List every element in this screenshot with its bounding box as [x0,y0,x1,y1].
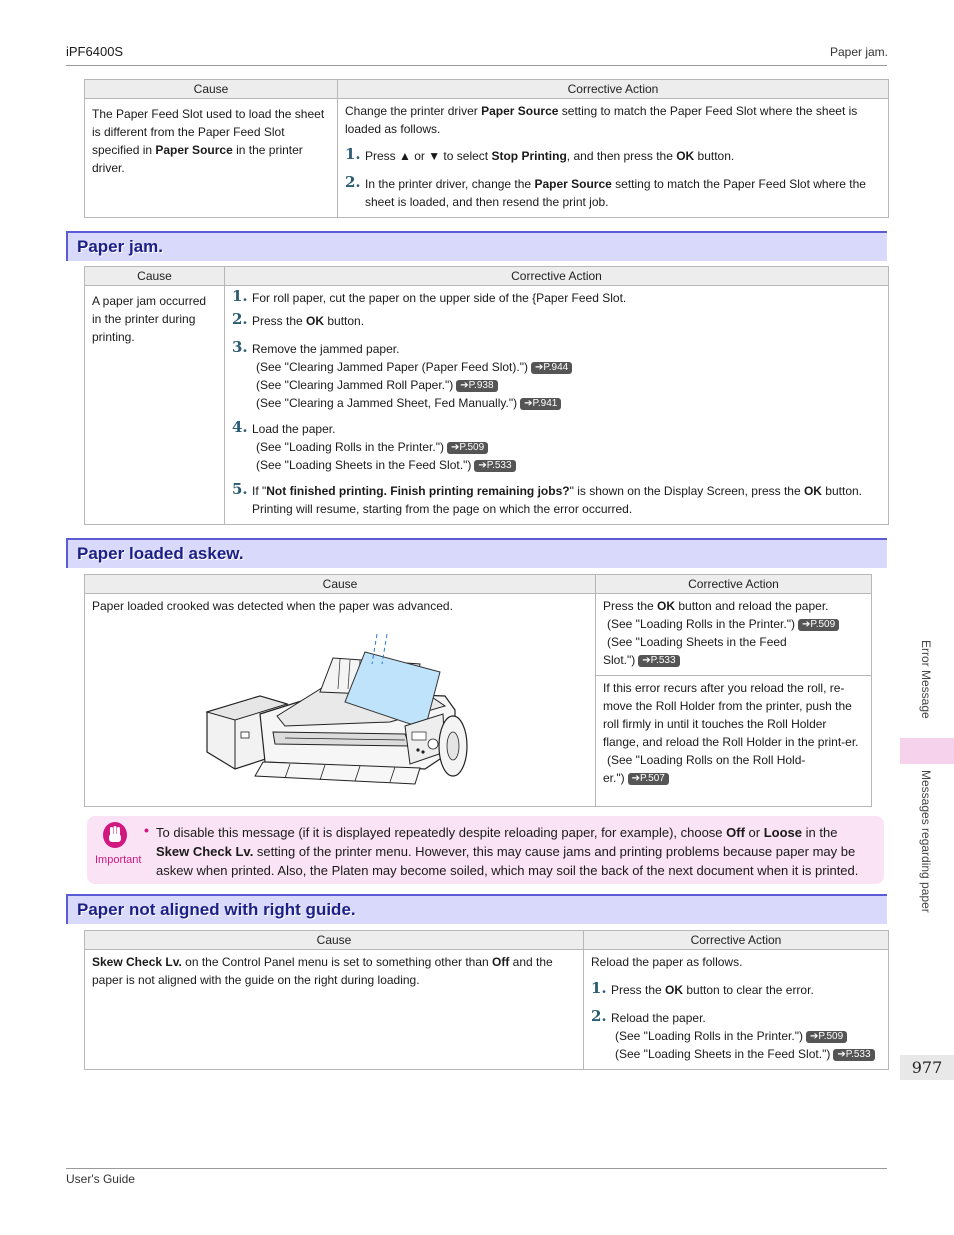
col-header-cause: Cause [85,931,584,950]
step-1: 1. Press the OK button to clear the error. [591,979,814,997]
page-ref-link[interactable]: ➔P.509 [798,619,839,631]
table-right-guide [84,930,889,1070]
step-5: 5. If "Not finished printing. Finish printing remaining jobs?" is shown on the Display Screen, press the OK button. Printing will resume, starting from the page on which the error occurred. [232,480,862,516]
step-2: 2. In the printer driver, change the Paper Source setting to match the Paper Feed Slot where the sheet is loaded, and then resend the print job. [345,173,866,209]
footer-divider [66,1168,887,1169]
important-label: Important [95,854,142,866]
page-ref-link[interactable]: ➔P.938 [456,380,497,392]
ref-line: (See "Clearing a Jammed Sheet, Fed Manually.") ➔P.941 [252,394,881,412]
ref-line: (See "Loading Rolls in the Printer.") ➔P.509 [603,615,864,633]
table-paper-jam [84,266,889,525]
page-ref-link[interactable]: ➔P.533 [474,460,515,472]
cause-cell: The Paper Feed Slot used to load the sheet is different from the Paper Feed Slot specified in Paper Source in the printer driver. [85,99,338,218]
important-note [87,816,884,884]
important-text: To disable this message (if it is displayed repeatedly despite reloading paper, for example), choose Off or Loose in the Skew Check Lv. setting of the printer menu. However, this may cause jams and printing problems because paper may be askew when printed. Also, the Platen may become soiled, which may soil the back of the next document when it is printed. [156,825,859,878]
action-cell [225,286,889,525]
header-model: iPF6400S [66,44,124,59]
table-paper-source [84,79,889,218]
important-hand-icon [103,822,127,848]
col-header-cause: Cause [85,575,596,594]
ref-line: (See "Loading Rolls in the Printer.") ➔P.509 [611,1027,881,1045]
page-number: 977 [900,1055,954,1080]
ref-line: (See "Clearing Jammed Paper (Paper Feed Slot).") ➔P.944 [252,358,881,376]
action-cell [338,99,889,218]
page-ref-link[interactable]: ➔P.533 [638,655,679,667]
page-ref-link[interactable]: ➔P.533 [833,1049,874,1061]
cause-cell: Skew Check Lv. on the Control Panel menu is set to something other than Off and the paper is not aligned with the guide on the right during loading. [85,950,584,1070]
ref-line: (See "Loading Sheets in the Feed Slot.") ➔P.533 [611,1045,881,1063]
page-ref-link[interactable]: ➔P.941 [520,398,561,410]
action-intro: Change the printer driver Paper Source setting to match the Paper Feed Slot where the sheet is loaded as follows. [345,104,858,136]
ref-line: (See "Loading Rolls in the Printer.") ➔P.509 [252,438,881,456]
printer-illustration [205,634,475,794]
action-cell [584,950,889,1070]
section-heading-right-guide: Paper not aligned with right guide. [66,894,887,924]
col-header-action: Corrective Action [584,931,889,950]
col-header-action: Corrective Action [596,575,872,594]
step-3: 3. Remove the jammed paper. (See "Clearing Jammed Paper (Paper Feed Slot).") ➔P.944 (See "Clearing Jammed Roll Paper.") ➔P.938 (See "Clearing a Jammed Sheet, Fed Manually.") ➔P.941 [232,340,881,412]
ref-line: (See "Loading Sheets in the Feed Slot.") ➔P.533 [252,456,881,474]
ref-line: er.") ➔P.507 [603,769,864,787]
action-intro: Reload the paper as follows. [591,955,743,969]
cause-text: Paper loaded crooked was detected when the paper was advanced. [92,599,453,613]
section-heading-paper-jam: Paper jam. [66,231,887,261]
cause-cell: A paper jam occurred in the printer during printing. [85,286,225,525]
page-ref-link[interactable]: ➔P.509 [447,442,488,454]
col-header-cause: Cause [85,80,338,99]
page-ref-link[interactable]: ➔P.509 [806,1031,847,1043]
col-header-cause: Cause [85,267,225,286]
ref-line: (See "Clearing Jammed Roll Paper.") ➔P.938 [252,376,881,394]
step-1: 1. Press ▲ or ▼ to select Stop Printing, and then press the OK button. [345,145,735,163]
step-4: 4. Load the paper. (See "Loading Rolls in the Printer.") ➔P.509 (See "Loading Sheets in the Feed Slot.") ➔P.533 [232,420,881,474]
footer-guide: User's Guide [66,1172,135,1186]
cause-cell [85,594,596,807]
section-heading-paper-askew: Paper loaded askew. [66,538,887,568]
table-paper-askew [84,574,872,807]
side-tab-highlight [900,738,954,764]
ref-line: (See "Loading Sheets in the Feed [607,635,787,649]
bullet: • [144,822,149,838]
action-text: If this error recurs after you reload the roll, re-move the Roll Holder from the printer, push the roll firmly in until it touches the Roll Holder flange, and reload the Roll Holder in the print-er. [603,681,859,749]
side-tab-paper-messages[interactable]: Messages regarding paper [919,770,933,913]
ref-line: (See "Loading Rolls on the Roll Hold- [607,753,806,767]
action-cell [596,594,872,676]
page-ref-link[interactable]: ➔P.507 [628,773,669,785]
col-header-action: Corrective Action [225,267,889,286]
action-text: Press the OK button and reload the paper. [603,599,829,613]
header-divider [66,65,887,66]
step-2: 2. Press the OK button. [232,310,365,328]
step-1: 1. For roll paper, cut the paper on the upper side of the {Paper Feed Slot. [232,287,627,305]
page-ref-link[interactable]: ➔P.944 [531,362,572,374]
step-2: 2. Reload the paper. (See "Loading Rolls in the Printer.") ➔P.509 (See "Loading Sheets in the Feed Slot.") ➔P.533 [591,1009,881,1063]
col-header-action: Corrective Action [338,80,889,99]
header-section: Paper jam. [829,45,888,59]
action-cell [596,676,872,807]
ref-line: Slot.") ➔P.533 [603,651,864,669]
side-tab-error-message[interactable]: Error Message [919,640,933,719]
